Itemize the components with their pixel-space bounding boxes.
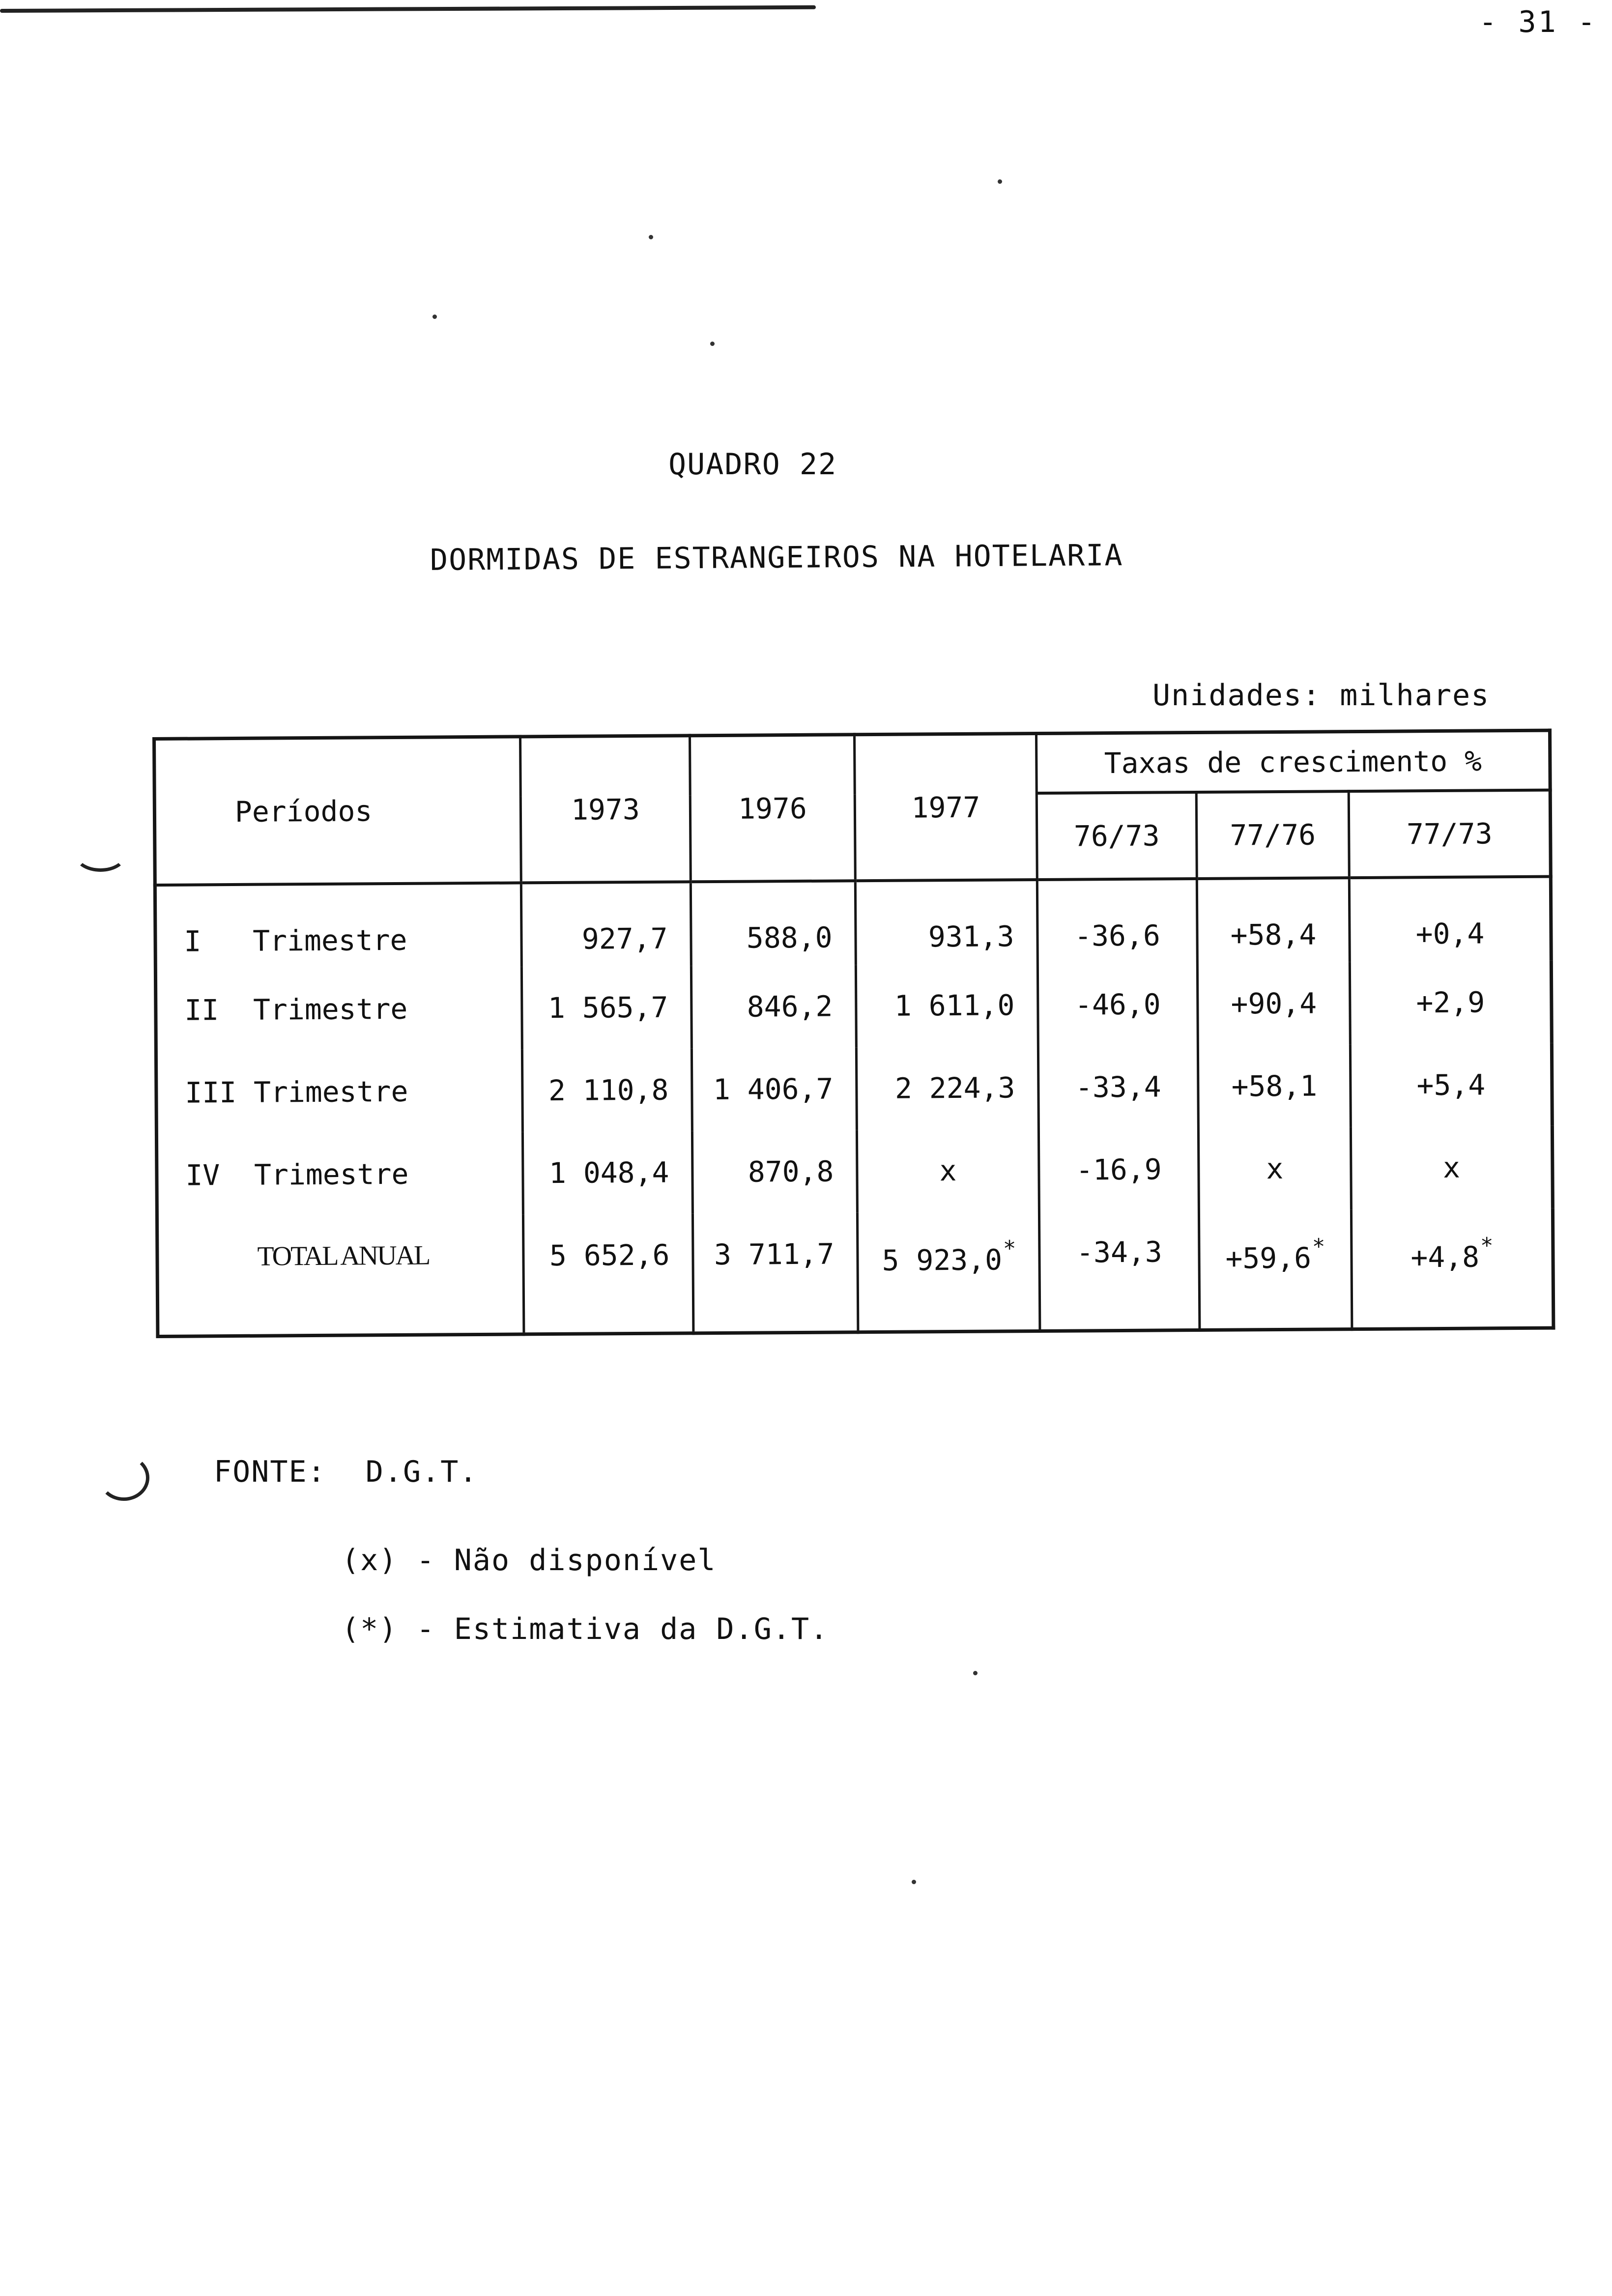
units-note: Unidades: milhares xyxy=(1152,678,1490,713)
period-cell: IV Trimestre xyxy=(156,1132,523,1217)
table-row xyxy=(156,1043,1552,1134)
value-cell: 870,8 xyxy=(692,1130,857,1213)
page-number: - 31 - xyxy=(1479,5,1597,39)
table-number: QUADRO 22 xyxy=(668,447,837,482)
scan-speck xyxy=(973,1671,978,1675)
header-periods: Períodos xyxy=(154,737,521,885)
punch-hole-mark xyxy=(98,1455,149,1501)
estimate-marker: * xyxy=(1480,1233,1494,1259)
rate-cell: -16,9 xyxy=(1038,1128,1199,1211)
source-value: D.G.T. xyxy=(365,1455,478,1489)
rate-cell: +5,4 xyxy=(1350,1043,1552,1127)
rate-cell: -36,6 xyxy=(1037,879,1197,964)
rate-cell: +58,1 xyxy=(1198,1044,1351,1128)
total-rate: +4,8 xyxy=(1410,1240,1480,1274)
header-year-1977: 1977 xyxy=(854,734,1037,881)
total-value-cell: 5 652,6 xyxy=(523,1213,693,1334)
period-cell: III Trimestre xyxy=(156,1049,522,1134)
value-cell: 846,2 xyxy=(691,965,856,1048)
value-cell: 1 565,7 xyxy=(521,966,691,1049)
header-growth-rates: Taxas de crescimento % xyxy=(1036,730,1550,793)
rate-cell: +2,9 xyxy=(1350,961,1552,1045)
value-cell: 588,0 xyxy=(691,881,856,966)
table-row xyxy=(155,877,1551,969)
note-not-available: (x) - Não disponível xyxy=(342,1543,717,1578)
rate-cell: +58,4 xyxy=(1197,878,1350,963)
table-title: DORMIDAS DE ESTRANGEIROS NA HOTELARIA xyxy=(430,538,1123,577)
rate-cell: x xyxy=(1351,1126,1553,1210)
total-value: 5 923,0 xyxy=(882,1243,1003,1277)
value-cell: 2 224,3 xyxy=(856,1046,1038,1130)
header-year-1973: 1973 xyxy=(520,736,691,883)
data-table xyxy=(152,729,1555,1338)
value-cell: 1 048,4 xyxy=(522,1131,692,1214)
total-rate-cell xyxy=(1199,1209,1352,1330)
value-cell: 1 406,7 xyxy=(691,1047,857,1131)
note-estimate: (*) - Estimativa da D.G.T. xyxy=(342,1612,829,1646)
table-row xyxy=(156,1126,1553,1217)
source-note xyxy=(214,1455,478,1489)
period-cell: I Trimestre xyxy=(155,883,521,969)
source-label: FONTE: xyxy=(214,1455,326,1489)
period-cell: II Trimestre xyxy=(155,967,522,1052)
header-year-1976: 1976 xyxy=(690,735,856,882)
total-row xyxy=(157,1208,1553,1337)
estimate-marker: * xyxy=(1312,1234,1325,1260)
scan-speck xyxy=(710,342,715,346)
value-cell: 2 110,8 xyxy=(522,1048,692,1132)
rate-cell: x xyxy=(1198,1127,1351,1210)
total-value-cell xyxy=(857,1211,1039,1332)
rate-cell: +0,4 xyxy=(1349,877,1551,962)
table-row xyxy=(155,961,1552,1052)
scan-speck xyxy=(432,315,437,319)
total-label: TOTAL ANUAL xyxy=(157,1214,523,1336)
value-cell: x xyxy=(857,1129,1039,1212)
rate-cell: -46,0 xyxy=(1037,963,1198,1046)
rate-cell: -33,4 xyxy=(1038,1045,1198,1129)
scan-speck xyxy=(912,1880,916,1884)
header-rate-77-76: 77/76 xyxy=(1196,791,1349,879)
estimate-marker: * xyxy=(1003,1236,1016,1262)
total-rate: +59,6 xyxy=(1225,1241,1312,1275)
top-rule xyxy=(0,5,816,13)
punch-hole-mark xyxy=(74,835,127,872)
data-table-container xyxy=(152,729,1552,1398)
scan-speck xyxy=(998,179,1002,184)
total-rate-cell: -34,3 xyxy=(1039,1210,1199,1331)
header-rate-76-73: 76/73 xyxy=(1036,792,1197,880)
value-cell: 927,7 xyxy=(521,882,691,967)
value-cell: 931,3 xyxy=(855,880,1037,965)
total-rate-cell xyxy=(1351,1208,1554,1329)
scan-speck xyxy=(649,235,653,239)
total-value-cell: 3 711,7 xyxy=(692,1212,858,1333)
rate-cell: +90,4 xyxy=(1197,962,1350,1045)
value-cell: 1 611,0 xyxy=(856,964,1038,1047)
header-rate-77-73: 77/73 xyxy=(1349,790,1551,878)
